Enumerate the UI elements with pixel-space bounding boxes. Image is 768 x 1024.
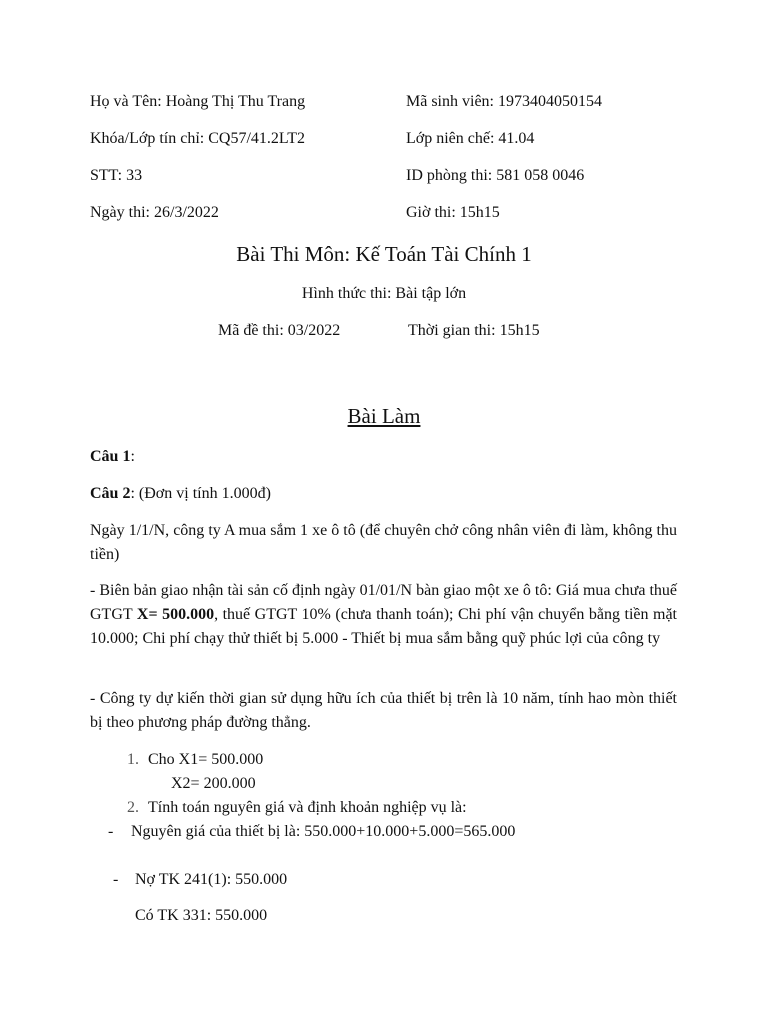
info-row-3 xyxy=(90,167,690,189)
question-1 xyxy=(90,445,677,469)
paragraph-2-part-b: , thuế GTGT 10% (chưa thanh toán); Chi phí vận chuyển bằng tiền mặt 10.000; Chi phí chạy thử thiết bị 5.000 - Thiết bị mua sắm bằng quỹ phúc lợi của công ty xyxy=(90,606,678,647)
list-number: 2. xyxy=(127,799,139,816)
question-1-rest: : xyxy=(130,448,135,465)
list-number: 1. xyxy=(127,751,139,768)
list-item xyxy=(127,748,139,772)
room-id-info: ID phòng thi: 581 058 0046 xyxy=(406,167,585,184)
stt-info: STT: 33 xyxy=(90,167,143,184)
credit-entry: Có TK 331: 550.000 xyxy=(135,907,268,924)
question-2-label: Câu 2 xyxy=(90,485,131,502)
info-row-1 xyxy=(90,93,690,115)
paragraph-1: Ngày 1/1/N, công ty A mua sắm 1 xe ô tô (để chuyên chở công nhân viên đi làm, không thu tiền) xyxy=(90,522,677,563)
exam-time: Giờ thi: 15h15 xyxy=(406,204,500,221)
answer-heading: Bài Làm xyxy=(347,404,421,428)
paragraph-2-part-a: - Biên bản giao nhận tài sản cố định ngày 01/01/N bàn giao một xe ô tô: Giá mua chưa thuế GTGT xyxy=(90,582,677,623)
list-item-text: X2= 200.000 xyxy=(171,775,256,792)
list-item xyxy=(127,796,139,820)
question-2-rest: : (Đơn vị tính 1.000đ) xyxy=(130,485,271,502)
dash-marker: - xyxy=(113,871,119,888)
question-1-label: Câu 1 xyxy=(90,448,131,465)
exam-duration: Thời gian thi: 15h15 xyxy=(408,322,540,339)
list-item-text: Cho X1= 500.000 xyxy=(148,751,264,768)
exam-format: Hình thức thi: Bài tập lớn xyxy=(301,285,467,302)
dash-marker: - xyxy=(108,823,114,840)
student-id: Mã sinh viên: 1973404050154 xyxy=(406,93,602,110)
exam-title: Bài Thi Môn: Kế Toán Tài Chính 1 xyxy=(236,242,532,266)
info-row-2 xyxy=(90,130,690,152)
original-cost-line: Nguyên giá của thiết bị là: 550.000+10.000+5.000=565.000 xyxy=(131,823,516,840)
paragraph-2-bold: X= 500.000 xyxy=(136,606,215,623)
exam-code: Mã đề thi: 03/2022 xyxy=(218,322,341,339)
paragraph-3: - Công ty dự kiến thời gian sử dụng hữu ích của thiết bị trên là 10 năm, tính hao mòn thiết bị theo phương pháp đường thẳng. xyxy=(90,690,677,731)
paragraph-2 xyxy=(90,579,677,651)
info-row-4 xyxy=(90,204,690,226)
class-info: Khóa/Lớp tín chỉ: CQ57/41.2LT2 xyxy=(90,130,305,147)
admin-class-info: Lớp niên chế: 41.04 xyxy=(406,130,535,147)
debit-entry: Nợ TK 241(1): 550.000 xyxy=(135,871,288,888)
exam-date: Ngày thi: 26/3/2022 xyxy=(90,204,219,221)
list-item-text: Tính toán nguyên giá và định khoản nghiệp vụ là: xyxy=(148,799,467,816)
student-name: Họ và Tên: Hoàng Thị Thu Trang xyxy=(90,93,306,110)
question-2 xyxy=(90,482,677,506)
